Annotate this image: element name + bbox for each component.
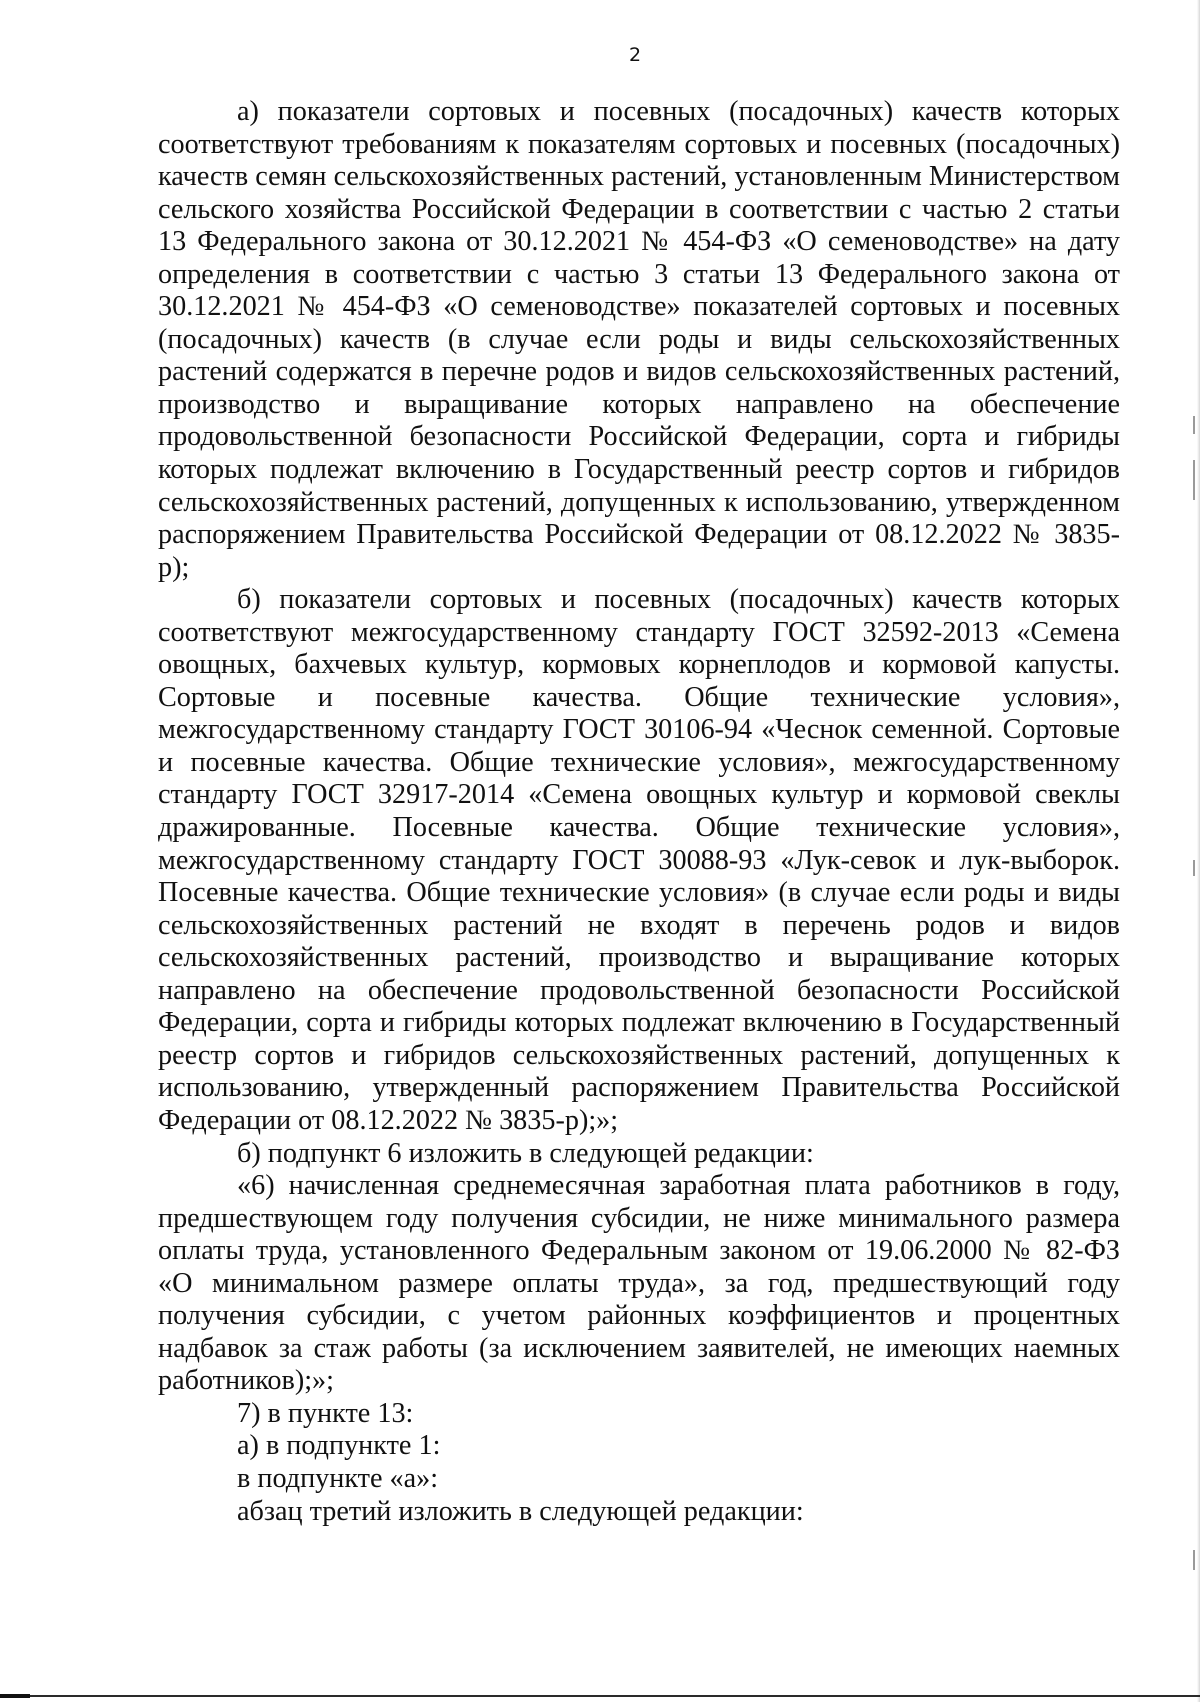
scan-artifact-mark — [1193, 860, 1195, 876]
paragraph-subitem-b: б) показатели сортовых и посевных (посадочных) качеств которых соответствуют межгосударственному стандарту ГОСТ 32592-2013 «Семена овощных, бахчевых культур, кормовых корнеплодов и кормовой капусты. Сортовые и посевные качества. Общие технические условия», межгосударственному стандарту ГОСТ 30106-94 «Чеснок семенной. Сортовые и посевные качества. Общие технические условия», межгосударственному стандарту ГОСТ 32917-2014 «Семена овощных культур и кормовой свеклы дражированные. Посевные качества. Общие технические условия», межгосударственному стандарту ГОСТ 30088-93 «Лук-севок и лук-выборок. Посевные качества. Общие технические условия» (в случае если роды и виды сельскохозяйственных растений не входят в перечень родов и видов сельскохозяйственных растений, производство и выращивание которых направлено на обеспечение продовольственной безопасности Российской Федерации, сорта и гибриды которых подлежат включению в Государственный реестр сортов и гибридов сельскохозяйственных растений, допущенных к использованию, утвержденный распоряжением Правительства Российской Федерации от 08.12.2022 № 3835-р);»; — [158, 584, 1120, 1136]
document-body — [158, 96, 1120, 1528]
scan-bottom-edge — [0, 1695, 1200, 1697]
paragraph-third-abzac: абзац третий изложить в следующей редакции: — [237, 1495, 804, 1527]
paragraph-subitem-a-ref: в подпункте «а»: — [237, 1462, 439, 1494]
scan-bottom-edge-corner — [0, 1694, 30, 1698]
scan-artifact-mark — [1193, 416, 1195, 434]
paragraph-amend-subitem-6: б) подпункт 6 изложить в следующей редакции: — [237, 1137, 814, 1169]
page-number: 2 — [628, 44, 642, 66]
scan-artifact-mark — [1193, 1550, 1195, 1570]
scan-artifact-mark — [1193, 460, 1195, 500]
paragraph-item-13: 7) в пункте 13: — [237, 1397, 414, 1429]
paragraph-subitem-6-text: «6) начисленная среднемесячная заработная плата работников в году, предшествующем году получения субсидии, не ниже минимального размера оплаты труда, установленного Федеральным законом от 19.06.2000 № 82-ФЗ «О минимальном размере оплаты труда», за год, предшествующий году получения субсидии, с учетом районных коэффициентов и процентных надбавок за стаж работы (за исключением заявителей, не имеющих наемных работников);»; — [158, 1170, 1120, 1397]
paragraph-subitem-1: а) в подпункте 1: — [237, 1430, 441, 1462]
paragraph-subitem-a: а) показатели сортовых и посевных (посадочных) качеств которых соответствуют требованиям к показателям сортовых и посевных (посадочных) качеств семян сельскохозяйственных растений, установленным Министерством сельского хозяйства Российской Федерации в соответствии с частью 2 статьи 13 Федерального закона от 30.12.2021 № 454-ФЗ «О семеноводстве» на дату определения в соответствии с частью 3 статьи 13 Федерального закона от 30.12.2021 № 454-ФЗ «О семеноводстве» показателей сортовых и посевных (посадочных) качеств (в случае если роды и виды сельскохозяйственных растений содержатся в перечне родов и видов сельскохозяйственных растений, производство и выращивание которых направлено на обеспечение продовольственной безопасности Российской Федерации, сорта и гибриды которых подлежат включению в Государственный реестр сортов и гибридов сельскохозяйственных растений, допущенных к использованию, утвержденном распоряжением Правительства Российской Федерации от 08.12.2022 № 3835-р); — [158, 96, 1120, 583]
